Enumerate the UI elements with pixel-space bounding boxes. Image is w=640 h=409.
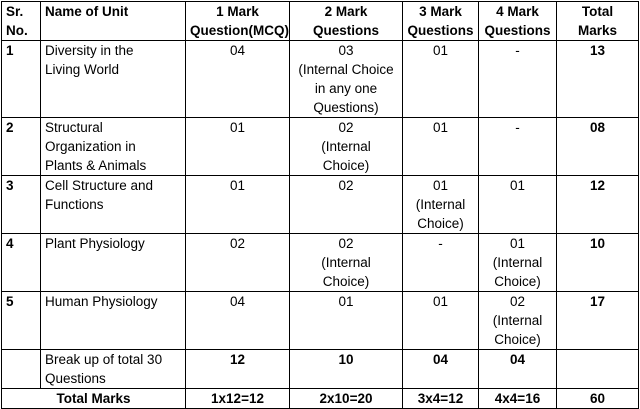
sr-no-cell: 1	[2, 41, 41, 118]
header-1-mark: 1 Mark Question(MCQ)	[186, 2, 290, 41]
four-mark-cell: -	[479, 118, 557, 176]
unit-name-cell: Plant Physiology	[41, 234, 186, 292]
unit-name-cell: Diversity in the Living World	[41, 41, 186, 118]
four-mark-cell: -	[479, 41, 557, 118]
two-mark-cell: 02 (Internal Choice)	[290, 118, 403, 176]
header-sr-no: Sr. No.	[2, 2, 41, 41]
total-marks-cell: 17	[557, 292, 639, 350]
breakup-row	[2, 350, 639, 389]
header-4-mark: 4 Mark Questions	[479, 2, 557, 41]
breakup-four-mark: 04	[479, 350, 557, 389]
empty-cell	[2, 350, 41, 389]
two-mark-cell: 02 (Internal Choice)	[290, 234, 403, 292]
breakup-two-mark: 10	[290, 350, 403, 389]
marks-distribution-table	[1, 1, 639, 409]
one-mark-cell: 02	[186, 234, 290, 292]
sr-no-cell: 5	[2, 292, 41, 350]
table-row	[2, 118, 639, 176]
table-row	[2, 176, 639, 234]
total-marks-cell: 08	[557, 118, 639, 176]
header-row	[2, 2, 639, 41]
empty-cell	[557, 350, 639, 389]
total-two-mark: 2x10=20	[290, 389, 403, 409]
three-mark-cell: 01	[403, 292, 479, 350]
total-three-mark: 3x4=12	[403, 389, 479, 409]
header-3-mark: 3 Mark Questions	[403, 2, 479, 41]
header-unit-name: Name of Unit	[41, 2, 186, 41]
total-one-mark: 1x12=12	[186, 389, 290, 409]
totals-row	[2, 389, 639, 409]
sr-no-cell: 3	[2, 176, 41, 234]
two-mark-cell: 01	[290, 292, 403, 350]
total-marks-label: Total Marks	[2, 389, 186, 409]
breakup-three-mark: 04	[403, 350, 479, 389]
unit-name-cell: Structural Organization in Plants & Animals	[41, 118, 186, 176]
four-mark-cell: 01 (Internal Choice)	[479, 234, 557, 292]
three-mark-cell: -	[403, 234, 479, 292]
total-marks-cell: 13	[557, 41, 639, 118]
table-row	[2, 41, 639, 118]
sr-no-cell: 2	[2, 118, 41, 176]
total-four-mark: 4x4=16	[479, 389, 557, 409]
two-mark-cell: 03 (Internal Choice in any one Questions)	[290, 41, 403, 118]
three-mark-cell: 01 (Internal Choice)	[403, 176, 479, 234]
breakup-label: Break up of total 30 Questions	[41, 350, 186, 389]
breakup-one-mark: 12	[186, 350, 290, 389]
two-mark-cell: 02	[290, 176, 403, 234]
three-mark-cell: 01	[403, 41, 479, 118]
table-row	[2, 292, 639, 350]
one-mark-cell: 01	[186, 176, 290, 234]
unit-name-cell: Human Physiology	[41, 292, 186, 350]
sr-no-cell: 4	[2, 234, 41, 292]
one-mark-cell: 01	[186, 118, 290, 176]
four-mark-cell: 01	[479, 176, 557, 234]
one-mark-cell: 04	[186, 292, 290, 350]
three-mark-cell: 01	[403, 118, 479, 176]
grand-total: 60	[557, 389, 639, 409]
one-mark-cell: 04	[186, 41, 290, 118]
header-total-marks: Total Marks	[557, 2, 639, 41]
table-row	[2, 234, 639, 292]
total-marks-cell: 10	[557, 234, 639, 292]
header-2-mark: 2 Mark Questions	[290, 2, 403, 41]
four-mark-cell: 02 (Internal Choice)	[479, 292, 557, 350]
unit-name-cell: Cell Structure and Functions	[41, 176, 186, 234]
total-marks-cell: 12	[557, 176, 639, 234]
